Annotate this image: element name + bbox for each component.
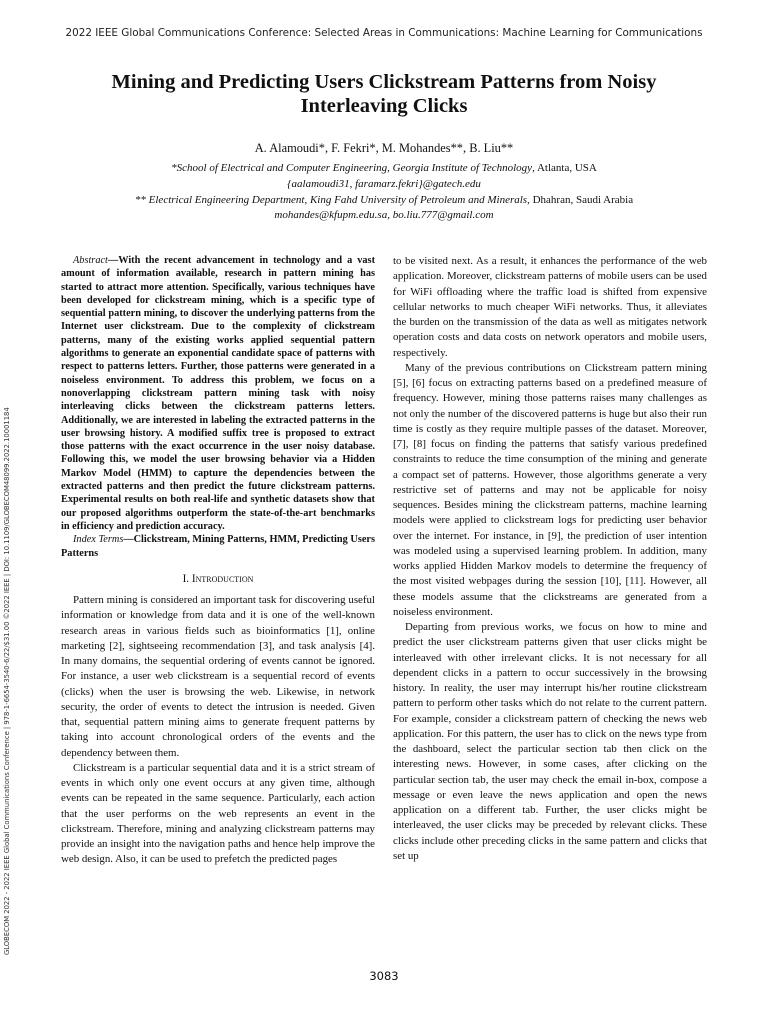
left-column	[61, 254, 375, 868]
abstract	[61, 254, 375, 533]
paper-title: Mining and Predicting Users Clickstream Patterns from Noisy Interleaving Clicks	[111, 71, 657, 117]
abstract-text: —With the recent advancement in technology and a vast amount of information available, research in pattern mining has started to attract more attention. Specifically, various techniques have been developed for clickstream mining, which is a specific type of sequential pattern mining, to discover the underlying patterns from the Internet user clickstream. Due to the complexity of clickstream patterns, many of the existing works applied sequential pattern algorithms to generate an exponential candidate space of patterns with respect to patterns letters. Further, those patterns were generated in a noiseless environment. To address this problem, we focus on a nonoverlapping clickstream pattern mining task with noisy interleaving clicks between the clickstream patterns letters. Additionally, we are interested in labeling the extracted patterns in the user browsing history. A modified suffix tree is proposed to extract those patterns with the exact occurrence in the user noisy database. Following this, we model the user browsing behavior via a Hidden Markov Model (HMM) to capture the dependencies between the extracted patterns and then predict the future clickstream patterns. Experimental results on both real-life and synthetic datasets show that our proposed algorithms outperform the state-of-the-art benchmarks in efficiency and prediction accuracy.	[61, 255, 375, 532]
paragraph: to be visited next. As a result, it enhances the performance of the web application. Moreover, clickstream patterns of mobile users can be used for WiFi offloading where the traffic load is shifted from expensive cellular networks to much cheaper WiFi networks. Thus, it alleviates the burden on the transmission of the data as well as mitigates network operation costs and data costs on network operators and mobile users, respectively.	[393, 255, 707, 359]
index-terms-label: Index Terms	[73, 534, 124, 546]
affiliation-2	[0, 193, 768, 209]
page-number: 3083	[369, 969, 399, 983]
affiliation-1-institution: *School of Electrical and Computer Engineering, Georgia Institute of Technology	[171, 162, 533, 174]
right-column	[393, 254, 707, 864]
section-heading-introduction: I. Introduction	[182, 572, 254, 585]
paragraph: Many of the previous contributions on Clickstream pattern mining [5], [6] focus on extracting patterns based on a predefined measure of frequency. However, mining those patterns raises many challenges as not only the number of the discovered patterns is huge but also their run time is costly as they require multiple passes of the dataset. Moreover, [7], [8] focus on finding the patterns that satisfy various predefined constraints to reduce the time consumption of the mining and generate a compact set of patterns. However, those algorithms generate a very restrictive set of patterns and may not be applicable for noisy sequences. Besides mining the clickstream patterns, machine learning models were applied to clickstream logs for predicting user behavior over the internet. For instance, in [9], the prediction of user intention was modeled using a supervised learning problem. In addition, many works applied Hidden Markov models to determine the frequency of the most visited webpages during the session [10], [11]. However, all these models assume that the clickstreams are generated from a noiseless environment.	[393, 361, 707, 618]
abstract-label: Abstract	[73, 255, 108, 266]
paragraph: Departing from previous works, we focus on how to mine and predict the user clickstream patterns given that user clicks might be interleaved with other irrelevant clicks. It is not necessary for all dependent clicks in a pattern to occur successively in the browsing history. In reality, the user may interrupt his/her routine clickstream pattern to perform other tasks which do not relate to the current pattern. For example, consider a clickstream pattern of checking the news web application. For this pattern, the user has to click on the news type from the dashboard, select the particular section tab then click on the interesting news. However, in some cases, after clicking on the particular section tab, the user may check the email in-box, compose a message or even leave the news application and open the news application on a different tab. Further, the user clicks might be interleaved, the user clicks may be preceded by relevant clicks. These clicks include other preceding clicks in the same pattern and clicks that set up	[393, 621, 707, 862]
affiliation-1-location: , Atlanta, USA	[532, 162, 597, 174]
conference-header: 2022 IEEE Global Communications Conference: Selected Areas in Communications: Machine Learning for Communications	[65, 27, 703, 39]
index-terms	[61, 533, 375, 560]
affiliation-1-emails: {aalamoudi31, faramarz.fekri}@gatech.edu	[287, 178, 481, 190]
affiliation-2-location: , Dhahran, Saudi Arabia	[527, 194, 634, 206]
doi-side-text: GLOBECOM 2022 - 2022 IEEE Global Communications Conference | 978-1-6654-3540-6/22/$31.00 ©2022 IEEE | DOI: 10.1109/GLOBECOM48099.2022.10001184	[3, 407, 11, 955]
paragraph: Pattern mining is considered an important task for discovering useful information or knowledge from data and it is one of the well-known research areas in various fields such as bioinformatics [1], online marketing [2], sightseeing recommendation [3], and task analysis [4]. In many domains, the sequential ordering of events cannot be ignored. For instance, a user web clickstream is a sequential record of events (clicks) when the user is browsing the web. Likewise, in network security, the order of events to detect the intrusion is needed. Given that, sequential pattern mining aims to generate frequent patterns by taking into account chronological orders of the events and the dependency between them.	[61, 594, 375, 759]
paragraph: Clickstream is a particular sequential data and it is a strict stream of events in which only one event occurs at any given time, although events can be repeated in the same sequence. Particularly, each action that the user performs on the web represents an event in the clickstream. Therefore, mining and analyzing clickstream patterns may provide an insight into the navigation paths and hence help improve the web design. Also, it can be used to prefetch the predicted pages	[61, 761, 375, 866]
author-list: A. Alamoudi*, F. Fekri*, M. Mohandes**, B. Liu**	[254, 141, 514, 155]
affiliation-1	[0, 161, 768, 177]
index-terms-text: —Clickstream, Mining Patterns, HMM, Predicting Users Patterns	[61, 534, 375, 559]
affiliation-2-emails: mohandes@kfupm.edu.sa, bo.liu.777@gmail.com	[274, 209, 494, 221]
affiliation-2-institution: ** Electrical Engineering Department, King Fahd University of Petroleum and Minerals	[134, 194, 528, 206]
